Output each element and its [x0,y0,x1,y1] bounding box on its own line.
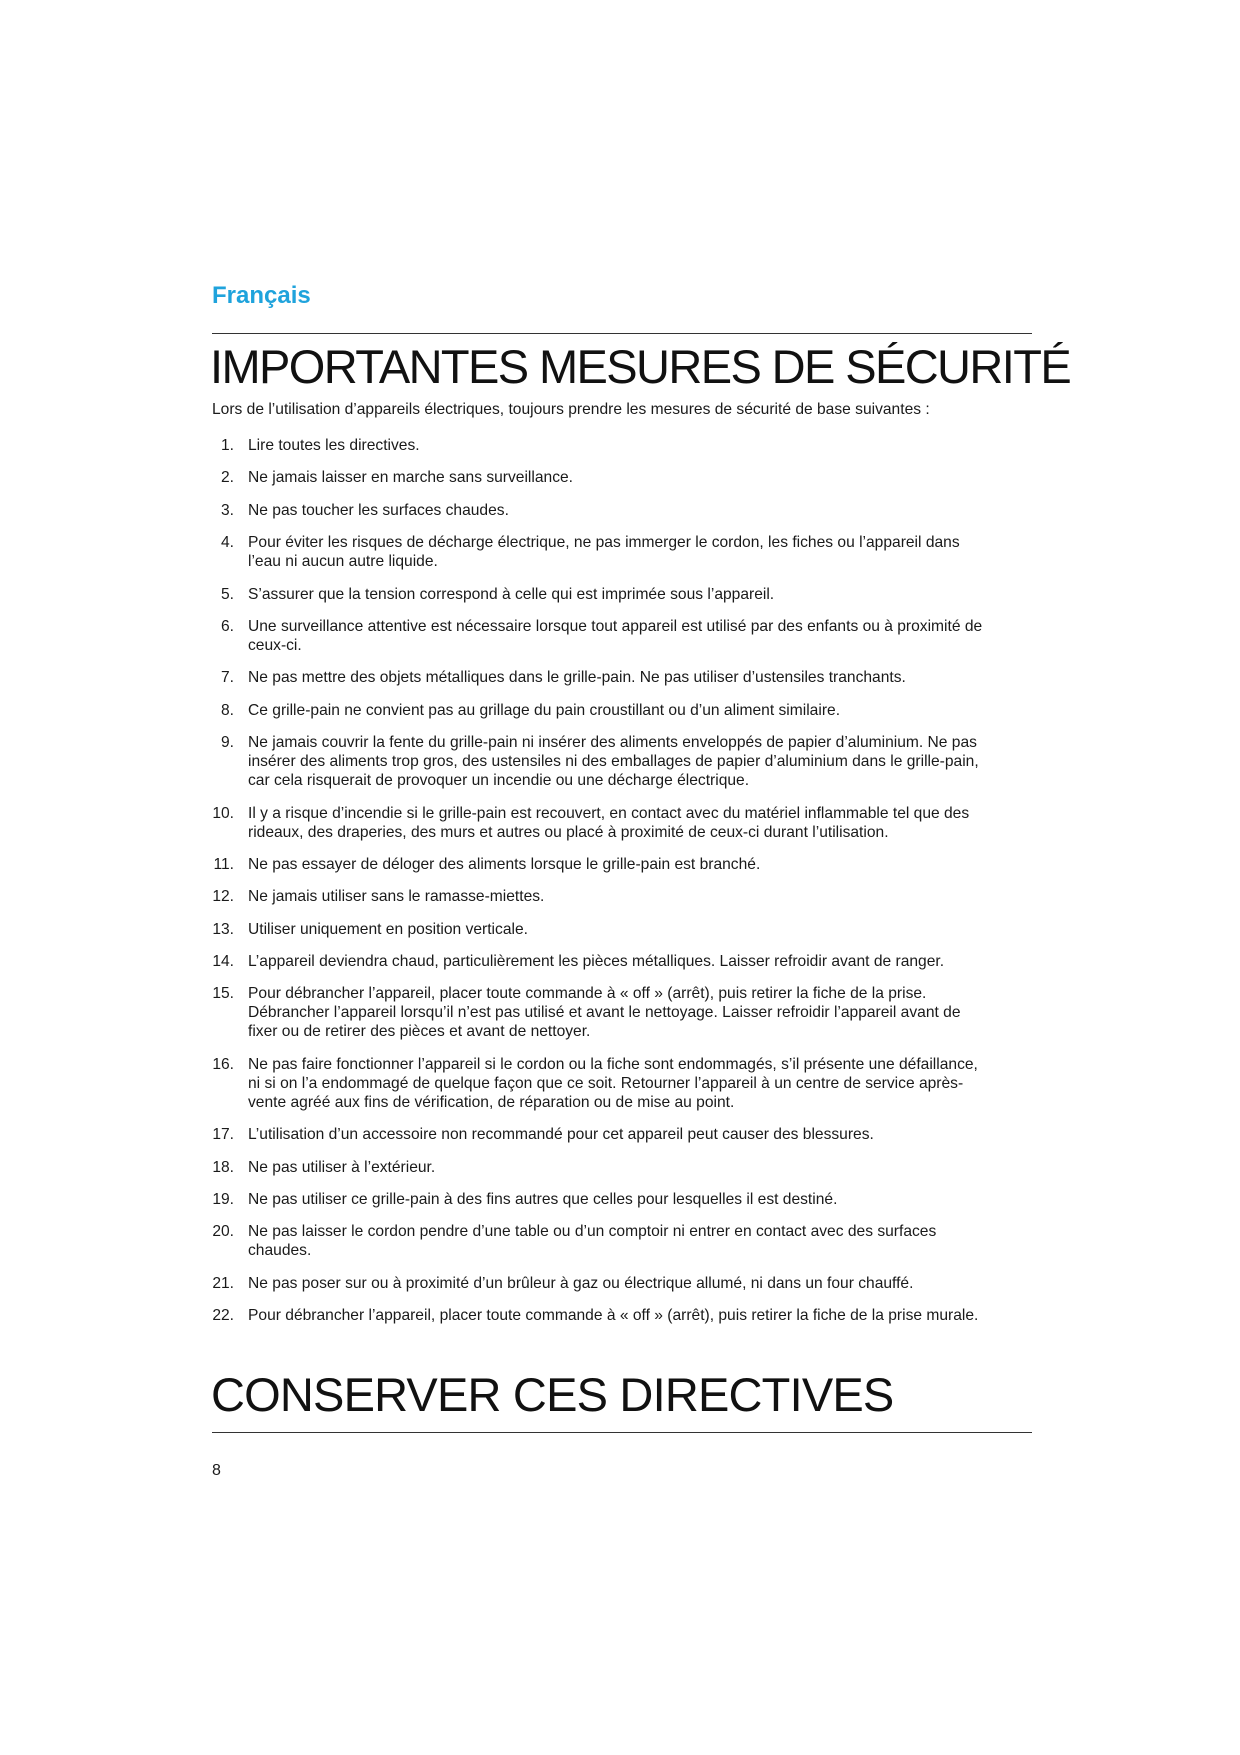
list-item-text [248,887,1032,906]
list-item-line: Ne pas utiliser ce grille-pain à des fins autres que celles pour lesquelles il est destiné. [248,1191,838,1209]
list-item-number: 18. [212,1158,234,1176]
list-item-line: chaudes. [248,1242,312,1260]
safety-instructions-list [212,436,1032,1339]
closing-title: CONSERVER CES DIRECTIVES [211,1368,894,1421]
list-item [212,1306,1032,1325]
list-item-number: 6. [220,617,234,635]
list-item [212,1055,1032,1112]
intro-text: Lors de l’utilisation d’appareils électriques, toujours prendre les mesures de sécurité de base suivantes : [212,401,930,418]
list-item-line: car cela risquerait de provoquer un incendie ou une décharge électrique. [248,772,750,790]
list-item-text [248,585,1032,604]
list-item-number: 14. [212,953,234,971]
list-item [212,855,1032,874]
list-item-text [248,1190,1032,1209]
list-item-text [248,855,1032,874]
list-item-number: 17. [212,1126,234,1144]
list-item-text [248,984,1032,1041]
list-item [212,468,1032,487]
list-item-text [248,701,1032,720]
bottom-divider [212,1432,1032,1433]
list-item-line: rideaux, des draperies, des murs et autres ou placé à proximité de ceux-ci durant l’utilisation. [248,823,889,841]
list-item [212,1158,1032,1177]
list-item [212,1222,1032,1260]
list-item [212,1274,1032,1293]
list-item-line: Lire toutes les directives. [248,437,420,454]
list-item [212,920,1032,939]
list-item-text [248,1222,1032,1260]
list-item-line: Ne pas poser sur ou à proximité d’un brûleur à gaz ou électrique allumé, ni dans un four chauffé. [248,1274,914,1292]
list-item-text [248,1055,1032,1112]
list-item-line: Pour éviter les risques de décharge électrique, ne pas immerger le cordon, les fiches ou l’appareil dans [248,534,960,552]
list-item-line: Débrancher l’appareil lorsqu’il n’est pas utilisé et avant le nettoyage. Laisser refroidir l’appareil avant de [248,1004,961,1022]
language-label: Français [212,282,311,309]
list-item-line: Ne pas mettre des objets métalliques dans le grille-pain. Ne pas utiliser d’ustensiles tranchants. [248,669,906,687]
list-item-text [248,733,1032,790]
list-item-number: 1. [220,437,234,454]
list-item-text [248,668,1032,687]
list-item-text [248,1306,1032,1325]
list-item [212,733,1032,790]
list-item [212,1190,1032,1209]
list-item-line: ceux-ci. [248,636,302,654]
list-item-number: 9. [220,734,234,752]
list-item-text [248,617,1032,655]
list-item-line: Une surveillance attentive est nécessaire lorsque tout appareil est utilisé par des enfants ou à proximité de [248,617,983,635]
list-item-line: Ne pas laisser le cordon pendre d’une table ou d’un comptoir ni entrer en contact avec des surfaces [248,1223,937,1241]
list-item [212,984,1032,1041]
list-item [212,501,1032,520]
list-item-line: Ne jamais couvrir la fente du grille-pain ni insérer des aliments enveloppés de papier d’aluminium. Ne pas [248,734,977,752]
list-item-text [248,1274,1032,1293]
list-item [212,533,1032,571]
list-item [212,1125,1032,1144]
list-item [212,617,1032,655]
list-item-number: 16. [212,1055,234,1073]
list-item [212,668,1032,687]
list-item-number: 19. [212,1191,234,1209]
list-item-number: 4. [220,534,234,552]
list-item [212,887,1032,906]
list-item-line: insérer des aliments trop gros, des ustensiles ni des emballages de papier d’aluminium dans le grille-pain, [248,753,979,771]
list-item-line: fixer ou de retirer des pièces et avant de nettoyer. [248,1023,591,1041]
list-item-line: Ne pas toucher les surfaces chaudes. [248,501,509,519]
list-item-number: 7. [220,669,234,687]
list-item [212,701,1032,720]
list-item-number: 12. [212,888,234,906]
list-item-text [248,804,1032,842]
list-item-line: Ne pas utiliser à l’extérieur. [248,1158,436,1176]
list-item-number: 8. [220,701,234,719]
list-item-number: 15. [212,985,234,1003]
list-item-number: 21. [212,1274,234,1292]
list-item-number: 2. [220,469,234,487]
list-item-line: Ne pas essayer de déloger des aliments lorsque le grille-pain est branché. [248,855,761,873]
list-item-text [248,468,1032,487]
list-item-line: Ne jamais laisser en marche sans surveillance. [248,469,574,487]
list-item-text [248,1125,1032,1144]
list-item-number: 3. [220,501,234,519]
list-item [212,952,1032,971]
list-item-number: 10. [212,804,234,822]
list-item-line: Ce grille-pain ne convient pas au grillage du pain croustillant ou d’un aliment similaire. [248,701,841,719]
list-item-line: l’eau ni aucun autre liquide. [248,553,438,571]
list-item-line: Ne jamais utiliser sans le ramasse-miettes. [248,888,545,906]
list-item-number: 20. [212,1223,234,1241]
list-item [212,436,1032,455]
list-item [212,804,1032,842]
page-number: 8 [212,1462,221,1479]
list-item-line: Utiliser uniquement en position verticale. [248,920,528,938]
list-item-number: 5. [220,585,234,603]
list-item-line: Il y a risque d’incendie si le grille-pain est recouvert, en contact avec du matériel inflammable tel que des [248,804,970,822]
list-item [212,585,1032,604]
list-item-line: Pour débrancher l’appareil, placer toute commande à « off » (arrêt), puis retirer la fiche de la prise. [248,985,927,1003]
list-item-line: S’assurer que la tension correspond à celle qui est imprimée sous l’appareil. [248,585,775,603]
list-item-text [248,533,1032,571]
list-item-text [248,920,1032,939]
list-item-text [248,952,1032,971]
list-item-number: 13. [212,920,234,938]
list-item-line: ni si on l’a endommagé de quelque façon que ce soit. Retourner l’appareil à un centre de service après- [248,1074,964,1092]
list-item-line: L’utilisation d’un accessoire non recommandé pour cet appareil peut causer des blessures. [248,1126,874,1144]
list-item-text [248,1158,1032,1177]
list-item-line: Pour débrancher l’appareil, placer toute commande à « off » (arrêt), puis retirer la fiche de la prise murale. [248,1307,979,1325]
list-item-line: L’appareil deviendra chaud, particulièrement les pièces métalliques. Laisser refroidir avant de ranger. [248,953,945,971]
list-item-number: 11. [213,855,234,873]
top-divider [212,333,1032,334]
list-item-line: Ne pas faire fonctionner l’appareil si le cordon ou la fiche sont endommagés, s’il présente une défaillance, [248,1055,978,1073]
list-item-text [248,501,1032,520]
page-title: IMPORTANTES MESURES DE SÉCURITÉ [210,340,1071,393]
list-item-text [248,436,1032,455]
list-item-number: 22. [212,1307,234,1325]
list-item-line: vente agréé aux fins de vérification, de réparation ou de mise au point. [248,1093,735,1111]
